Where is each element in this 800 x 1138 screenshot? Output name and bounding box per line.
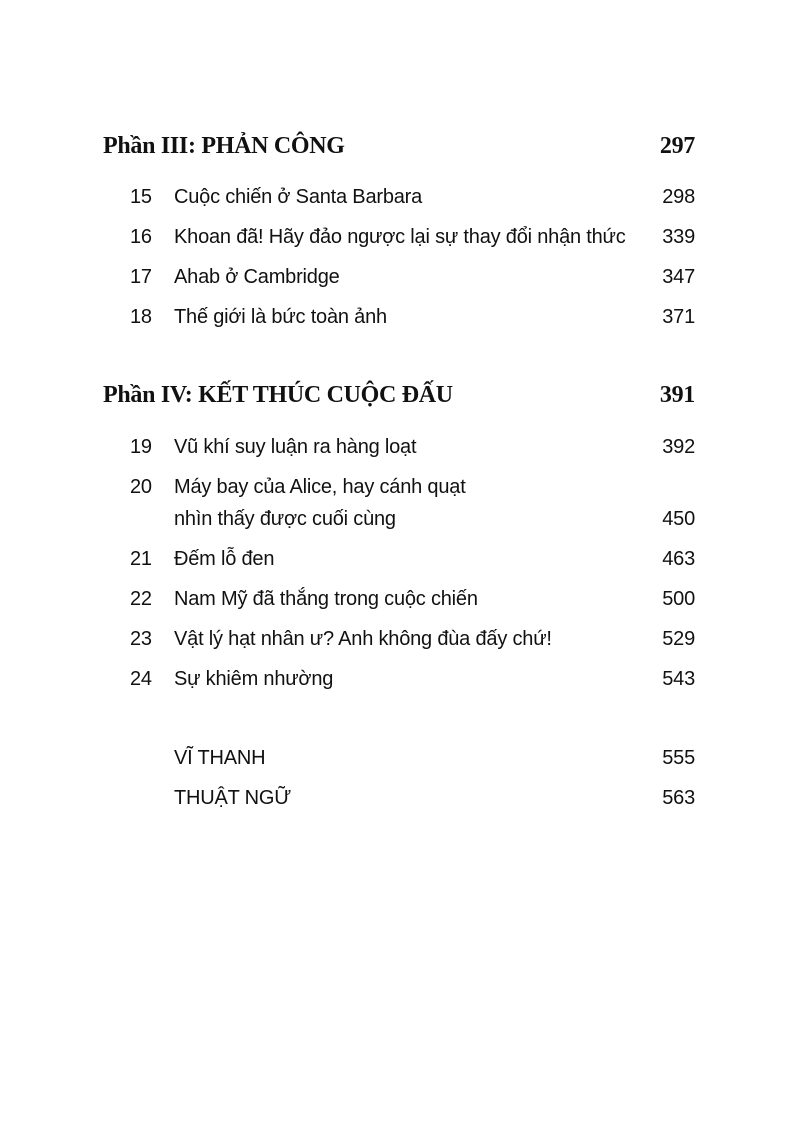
chapter-page: 463: [662, 548, 695, 570]
chapter-page: 543: [662, 668, 695, 690]
chapter-number: 15: [130, 186, 152, 208]
part-name: PHẢN CÔNG: [201, 132, 345, 159]
chapter-number: 16: [130, 226, 152, 248]
back-matter-page: 555: [662, 747, 695, 769]
toc-entry: [130, 431, 695, 463]
chapter-number: 24: [130, 668, 152, 690]
chapter-title: Khoan đã! Hãy đảo ngược lại sự thay đổi nhận thức: [174, 226, 626, 248]
chapter-title: Thế giới là bức toàn ảnh: [174, 306, 387, 328]
chapter-page: 500: [662, 588, 695, 610]
chapter-page: 450: [662, 508, 695, 530]
chapter-page: 529: [662, 628, 695, 650]
chapter-number: 19: [130, 436, 152, 458]
chapter-title: Vật lý hạt nhân ư? Anh không đùa đấy chứ!: [174, 628, 552, 650]
back-matter-entry: [130, 742, 695, 774]
part-prefix: Phần III:: [103, 132, 196, 159]
part-page-number: 391: [659, 381, 695, 408]
chapter-number: 17: [130, 266, 152, 288]
chapter-title: Cuộc chiến ở Santa Barbara: [174, 186, 423, 208]
chapter-title: Ahab ở Cambridge: [174, 266, 340, 288]
chapter-title: Đếm lỗ đen: [174, 548, 275, 570]
toc-entry: [130, 301, 695, 333]
chapter-number: 23: [130, 628, 152, 650]
part-title: [103, 382, 453, 409]
chapter-title-line-1: Máy bay của Alice, hay cánh quạt: [174, 476, 466, 498]
toc-entry: [130, 261, 695, 293]
toc-entry: [130, 623, 695, 655]
chapter-title-line-2: nhìn thấy được cuối cùng: [174, 508, 396, 530]
toc-entry: [130, 543, 695, 575]
back-matter-page: 563: [662, 787, 695, 809]
chapter-number: 20: [130, 476, 152, 498]
toc-entry: [130, 181, 695, 213]
chapter-title: [174, 471, 655, 535]
chapter-title: Sự khiêm nhường: [174, 668, 334, 690]
toc-entry: [130, 471, 695, 535]
part-title: [103, 133, 345, 160]
chapter-page: 339: [662, 226, 695, 248]
part-prefix: Phần IV:: [103, 381, 193, 408]
part-heading: [103, 378, 695, 412]
toc-entry: [130, 221, 695, 253]
chapter-title: Vũ khí suy luận ra hàng loạt: [174, 436, 417, 458]
chapter-number: 18: [130, 306, 152, 328]
back-matter-title: VĨ THANH: [174, 747, 266, 769]
part-page-number: 297: [659, 132, 695, 159]
back-matter-entry: [130, 782, 695, 814]
chapter-number: 22: [130, 588, 152, 610]
chapter-page: 298: [662, 186, 695, 208]
toc-entry: [130, 663, 695, 695]
toc-entry: [130, 583, 695, 615]
part-heading: [103, 129, 695, 163]
back-matter-title: THUẬT NGỮ: [174, 787, 292, 809]
chapter-page: 392: [662, 436, 695, 458]
part-name: KẾT THÚC CUỘC ĐẤU: [198, 381, 453, 408]
chapter-title: Nam Mỹ đã thắng trong cuộc chiến: [174, 588, 478, 610]
chapter-page: 371: [662, 306, 695, 328]
chapter-page: 347: [662, 266, 695, 288]
chapter-number: 21: [130, 548, 152, 570]
